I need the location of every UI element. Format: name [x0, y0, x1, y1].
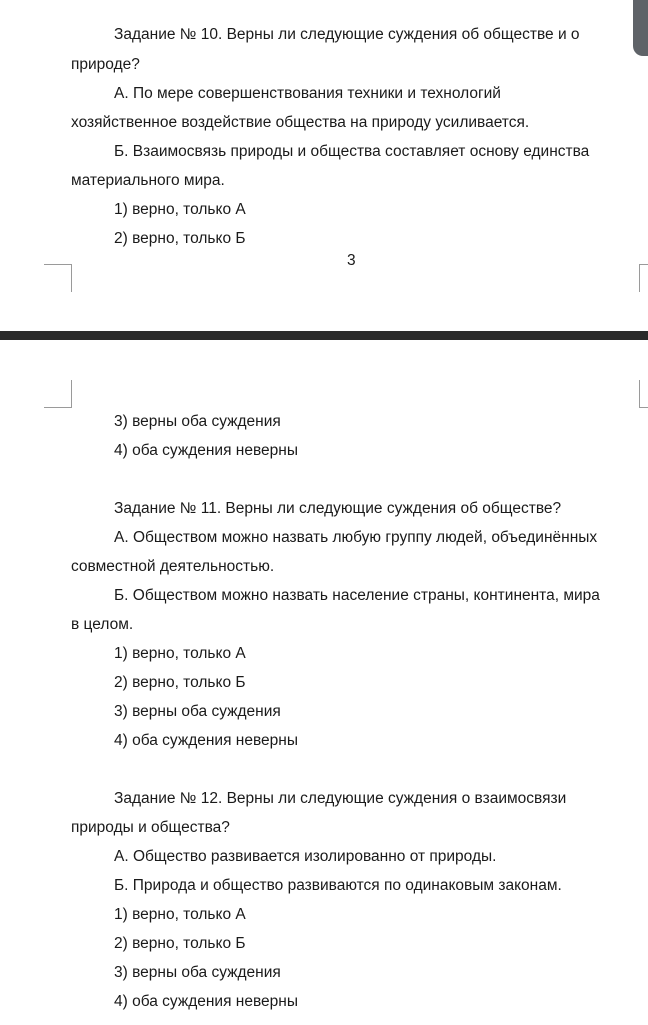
page-corner-mark [44, 264, 72, 292]
task11-statement-a-cont: совместной деятельностью. [71, 558, 275, 575]
task11-statement-b-cont: в целом. [71, 616, 134, 633]
task10-option-4: 4) оба суждения неверны [114, 442, 298, 459]
page-number: 3 [347, 252, 356, 269]
task10-statement-a-cont: хозяйственное воздействие общества на природу усиливается. [71, 114, 530, 131]
task10-statement-b-cont: материального мира. [71, 172, 225, 189]
task10-title-cont: природе? [71, 56, 140, 73]
task10-option-1: 1) верно, только А [114, 201, 246, 218]
page-corner-mark [44, 380, 72, 408]
task12-option-4: 4) оба суждения неверны [114, 993, 298, 1010]
page-separator [0, 331, 648, 340]
task12-statement-b: Б. Природа и общество развиваются по одинаковым законам. [114, 877, 562, 894]
task12-title: Задание № 12. Верны ли следующие суждения о взаимосвязи [114, 790, 567, 807]
task11-statement-a: А. Обществом можно назвать любую группу людей, объединённых [114, 529, 598, 546]
task11-option-2: 2) верно, только Б [114, 674, 246, 691]
task10-statement-a: А. По мере совершенствования техники и технологий [114, 85, 501, 102]
task12-statement-a: А. Общество развивается изолированно от природы. [114, 848, 497, 865]
page-corner-mark [639, 380, 648, 408]
task11-title: Задание № 11. Верны ли следующие суждения об обществе? [114, 500, 562, 517]
page-corner-mark [639, 264, 648, 292]
task12-title-cont: природы и общества? [71, 819, 230, 836]
task11-statement-b: Б. Обществом можно назвать население страны, континента, мира [114, 587, 600, 604]
task11-option-1: 1) верно, только А [114, 645, 246, 662]
task11-option-3: 3) верны оба суждения [114, 703, 281, 720]
task10-option-3: 3) верны оба суждения [114, 413, 281, 430]
task10-title: Задание № 10. Верны ли следующие суждения об обществе и о [114, 26, 580, 43]
task12-option-3: 3) верны оба суждения [114, 964, 281, 981]
task12-option-2: 2) верно, только Б [114, 935, 246, 952]
task10-option-2: 2) верно, только Б [114, 230, 246, 247]
task10-statement-b: Б. Взаимосвязь природы и общества составляет основу единства [114, 143, 590, 160]
task12-option-1: 1) верно, только А [114, 906, 246, 923]
scroll-handle[interactable] [633, 0, 648, 56]
task11-option-4: 4) оба суждения неверны [114, 732, 298, 749]
